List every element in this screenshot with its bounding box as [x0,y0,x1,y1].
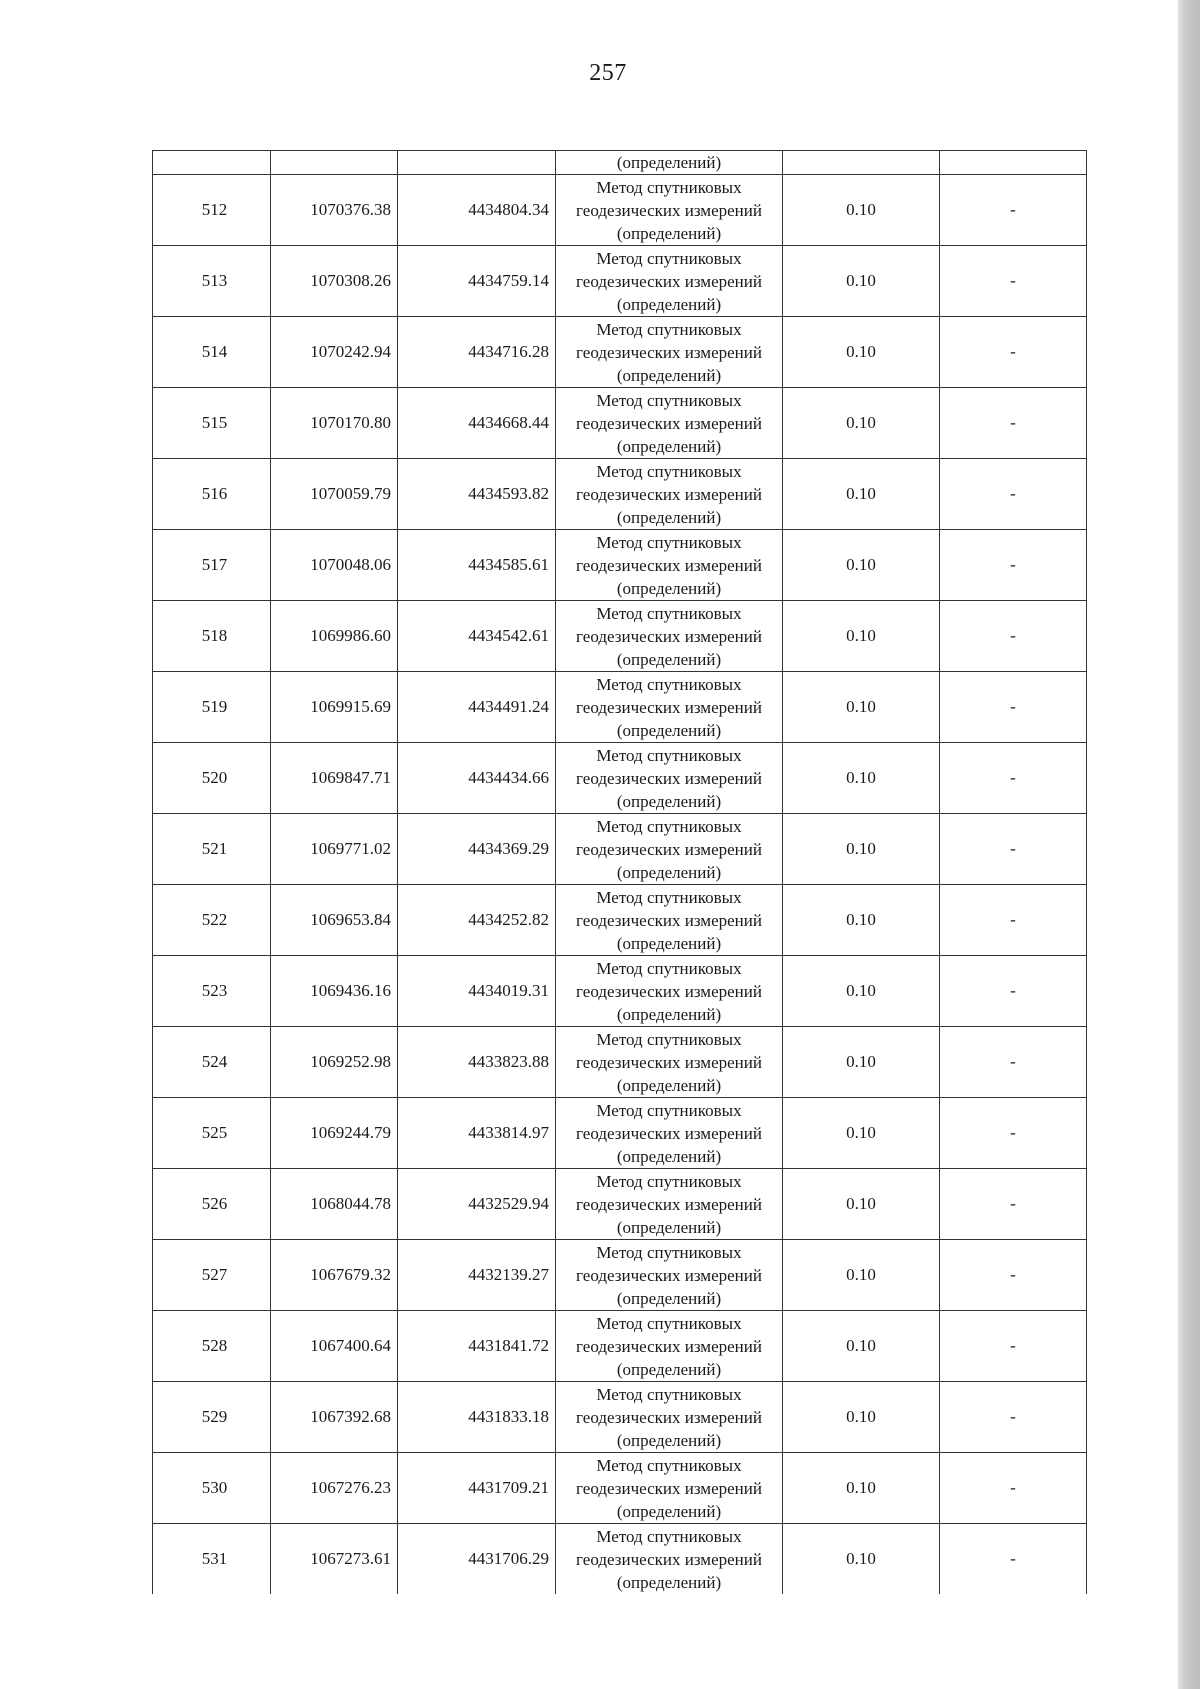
method-line-1: Метод спутниковых [596,816,742,836]
method-cell [556,388,783,459]
table-cell-method-carryover: (определений) [556,151,783,175]
x-coordinate-cell: 1069986.60 [271,601,398,672]
point-number-cell: 529 [153,1382,271,1453]
table-row [153,388,1087,459]
accuracy-cell: 0.10 [783,246,940,317]
note-cell: - [940,885,1087,956]
table-row [153,459,1087,530]
note-cell: - [940,672,1087,743]
note-cell: - [940,1311,1087,1382]
table-cell [398,151,556,175]
note-cell: - [940,175,1087,246]
method-line-3: (определений) [616,649,722,669]
method-cell [556,246,783,317]
x-coordinate-cell: 1067392.68 [271,1382,398,1453]
method-line-2: геодезических измерений [576,1336,762,1356]
accuracy-cell: 0.10 [783,1382,940,1453]
point-number-cell: 525 [153,1098,271,1169]
method-line-1: Метод спутниковых [596,319,742,339]
method-cell [556,530,783,601]
y-coordinate-cell: 4434252.82 [398,885,556,956]
y-coordinate-cell: 4434804.34 [398,175,556,246]
page-number: 257 [589,60,627,86]
point-number-cell: 522 [153,885,271,956]
method-line-3: (определений) [616,365,722,385]
accuracy-cell: 0.10 [783,317,940,388]
method-line-3: (определений) [616,1572,722,1592]
x-coordinate-cell: 1069653.84 [271,885,398,956]
method-cell [556,956,783,1027]
method-line-2: геодезических измерений [576,1123,762,1143]
x-coordinate-cell: 1070242.94 [271,317,398,388]
point-number-cell: 530 [153,1453,271,1524]
accuracy-cell: 0.10 [783,1524,940,1595]
method-line-3: (определений) [616,1217,722,1237]
table-row [153,1453,1087,1524]
method-cell [556,1098,783,1169]
point-number-cell: 516 [153,459,271,530]
y-coordinate-cell: 4434542.61 [398,601,556,672]
point-number-cell: 518 [153,601,271,672]
x-coordinate-cell: 1069244.79 [271,1098,398,1169]
note-cell: - [940,246,1087,317]
method-line-3: (определений) [616,1288,722,1308]
point-number-cell: 513 [153,246,271,317]
method-cell [556,814,783,885]
method-line-3: (определений) [616,1075,722,1095]
y-coordinate-cell: 4434491.24 [398,672,556,743]
x-coordinate-cell: 1068044.78 [271,1169,398,1240]
note-cell: - [940,530,1087,601]
point-number-cell: 524 [153,1027,271,1098]
y-coordinate-cell: 4434019.31 [398,956,556,1027]
point-number-cell: 531 [153,1524,271,1595]
method-line-2: геодезических измерений [576,271,762,291]
method-line-2: геодезических измерений [576,839,762,859]
accuracy-cell: 0.10 [783,1169,940,1240]
method-line-1: Метод спутниковых [596,958,742,978]
table-row [153,885,1087,956]
table-row [153,814,1087,885]
accuracy-cell: 0.10 [783,1453,940,1524]
table-body [153,151,1087,1595]
point-number-cell: 527 [153,1240,271,1311]
note-cell: - [940,814,1087,885]
y-coordinate-cell: 4434668.44 [398,388,556,459]
accuracy-cell: 0.10 [783,1027,940,1098]
method-cell [556,1382,783,1453]
method-line-1: Метод спутниковых [596,532,742,552]
method-line-1: Метод спутниковых [596,1171,742,1191]
note-cell: - [940,1382,1087,1453]
method-line-3: (определений) [616,578,722,598]
method-cell [556,672,783,743]
table-row [153,1524,1087,1595]
method-line-1: Метод спутниковых [596,1526,742,1546]
method-line-1: Метод спутниковых [596,390,742,410]
method-cell [556,175,783,246]
y-coordinate-cell: 4433814.97 [398,1098,556,1169]
accuracy-cell: 0.10 [783,601,940,672]
table-row [153,1311,1087,1382]
method-cell [556,317,783,388]
y-coordinate-cell: 4432139.27 [398,1240,556,1311]
point-number-cell: 523 [153,956,271,1027]
method-line-2: геодезических измерений [576,1194,762,1214]
method-line-2: геодезических измерений [576,484,762,504]
method-line-1: Метод спутниковых [596,603,742,623]
method-cell [556,601,783,672]
y-coordinate-cell: 4433823.88 [398,1027,556,1098]
table-row [153,1027,1087,1098]
method-line-3: (определений) [616,1146,722,1166]
x-coordinate-cell: 1069771.02 [271,814,398,885]
note-cell: - [940,1098,1087,1169]
x-coordinate-cell: 1070059.79 [271,459,398,530]
accuracy-cell: 0.10 [783,175,940,246]
method-line-1: Метод спутниковых [596,461,742,481]
x-coordinate-cell: 1070048.06 [271,530,398,601]
method-line-1: Метод спутниковых [596,674,742,694]
y-coordinate-cell: 4434716.28 [398,317,556,388]
note-cell: - [940,1453,1087,1524]
method-line-1: Метод спутниковых [596,1029,742,1049]
method-line-3: (определений) [616,1430,722,1450]
table-row [153,956,1087,1027]
method-line-2: геодезических измерений [576,200,762,220]
table-row [153,1169,1087,1240]
accuracy-cell: 0.10 [783,1311,940,1382]
x-coordinate-cell: 1067273.61 [271,1524,398,1595]
point-number-cell: 515 [153,388,271,459]
note-cell: - [940,743,1087,814]
point-number-cell: 520 [153,743,271,814]
point-number-cell: 512 [153,175,271,246]
method-line-2: геодезических измерений [576,981,762,1001]
point-number-cell: 526 [153,1169,271,1240]
y-coordinate-cell: 4431709.21 [398,1453,556,1524]
y-coordinate-cell: 4431841.72 [398,1311,556,1382]
method-line-1: Метод спутниковых [596,177,742,197]
method-line-3: (определений) [616,862,722,882]
table-cell [153,151,271,175]
note-cell: - [940,1524,1087,1595]
method-cell [556,1027,783,1098]
x-coordinate-cell: 1067400.64 [271,1311,398,1382]
method-line-3: (определений) [616,791,722,811]
x-coordinate-cell: 1069436.16 [271,956,398,1027]
note-cell: - [940,317,1087,388]
method-line-1: Метод спутниковых [596,1384,742,1404]
table-row [153,672,1087,743]
table-row [153,1240,1087,1311]
accuracy-cell: 0.10 [783,1098,940,1169]
method-cell [556,1524,783,1595]
point-number-cell: 519 [153,672,271,743]
method-line-2: геодезических измерений [576,555,762,575]
y-coordinate-cell: 4434585.61 [398,530,556,601]
method-line-2: геодезических измерений [576,1478,762,1498]
method-line-2: геодезических измерений [576,1549,762,1569]
note-cell: - [940,1240,1087,1311]
table-row [153,743,1087,814]
method-cell [556,1240,783,1311]
note-cell: - [940,956,1087,1027]
y-coordinate-cell: 4432529.94 [398,1169,556,1240]
coordinates-table [152,150,1087,1594]
table-cell [783,151,940,175]
y-coordinate-cell: 4434593.82 [398,459,556,530]
method-line-3: (определений) [616,1004,722,1024]
method-line-1: Метод спутниковых [596,1455,742,1475]
scan-page-edge [1178,0,1200,1689]
point-number-cell: 514 [153,317,271,388]
note-cell: - [940,1027,1087,1098]
method-cell [556,885,783,956]
method-line-1: Метод спутниковых [596,1313,742,1333]
table-row-carryover [153,151,1087,175]
method-line-2: геодезических измерений [576,626,762,646]
y-coordinate-cell: 4434759.14 [398,246,556,317]
point-number-cell: 528 [153,1311,271,1382]
method-line-2: геодезических измерений [576,910,762,930]
method-line-3: (определений) [616,294,722,314]
table-row [153,601,1087,672]
note-cell: - [940,388,1087,459]
method-line-2: геодезических измерений [576,1052,762,1072]
method-cell [556,459,783,530]
method-line-1: Метод спутниковых [596,1242,742,1262]
accuracy-cell: 0.10 [783,956,940,1027]
method-line-2: геодезических измерений [576,768,762,788]
table-row [153,530,1087,601]
method-cell [556,1169,783,1240]
method-line-1: Метод спутниковых [596,887,742,907]
method-line-2: геодезических измерений [576,1407,762,1427]
x-coordinate-cell: 1070170.80 [271,388,398,459]
method-line-3: (определений) [616,1359,722,1379]
method-line-2: геодезических измерений [576,697,762,717]
accuracy-cell: 0.10 [783,530,940,601]
note-cell: - [940,1169,1087,1240]
y-coordinate-cell: 4431706.29 [398,1524,556,1595]
accuracy-cell: 0.10 [783,743,940,814]
table-cell [940,151,1087,175]
method-line-1: Метод спутниковых [596,248,742,268]
accuracy-cell: 0.10 [783,814,940,885]
x-coordinate-cell: 1070376.38 [271,175,398,246]
y-coordinate-cell: 4434434.66 [398,743,556,814]
method-line-3: (определений) [616,507,722,527]
note-cell: - [940,601,1087,672]
method-line-3: (определений) [616,720,722,740]
method-line-3: (определений) [616,1501,722,1521]
table-row [153,317,1087,388]
accuracy-cell: 0.10 [783,459,940,530]
method-line-1: Метод спутниковых [596,745,742,765]
x-coordinate-cell: 1069252.98 [271,1027,398,1098]
x-coordinate-cell: 1067276.23 [271,1453,398,1524]
table-row [153,246,1087,317]
x-coordinate-cell: 1069915.69 [271,672,398,743]
method-line-2: геодезических измерений [576,413,762,433]
accuracy-cell: 0.10 [783,1240,940,1311]
point-number-cell: 521 [153,814,271,885]
table-cell [271,151,398,175]
table-row [153,175,1087,246]
x-coordinate-cell: 1069847.71 [271,743,398,814]
method-line-3: (определений) [616,436,722,456]
y-coordinate-cell: 4431833.18 [398,1382,556,1453]
method-cell [556,1453,783,1524]
point-number-cell: 517 [153,530,271,601]
x-coordinate-cell: 1070308.26 [271,246,398,317]
method-line-3: (определений) [616,933,722,953]
method-cell [556,1311,783,1382]
table-row [153,1098,1087,1169]
accuracy-cell: 0.10 [783,672,940,743]
method-line-1: Метод спутниковых [596,1100,742,1120]
method-line-2: геодезических измерений [576,342,762,362]
table-row [153,1382,1087,1453]
accuracy-cell: 0.10 [783,885,940,956]
method-line-3: (определений) [616,223,722,243]
method-cell [556,743,783,814]
y-coordinate-cell: 4434369.29 [398,814,556,885]
x-coordinate-cell: 1067679.32 [271,1240,398,1311]
accuracy-cell: 0.10 [783,388,940,459]
method-line-2: геодезических измерений [576,1265,762,1285]
note-cell: - [940,459,1087,530]
